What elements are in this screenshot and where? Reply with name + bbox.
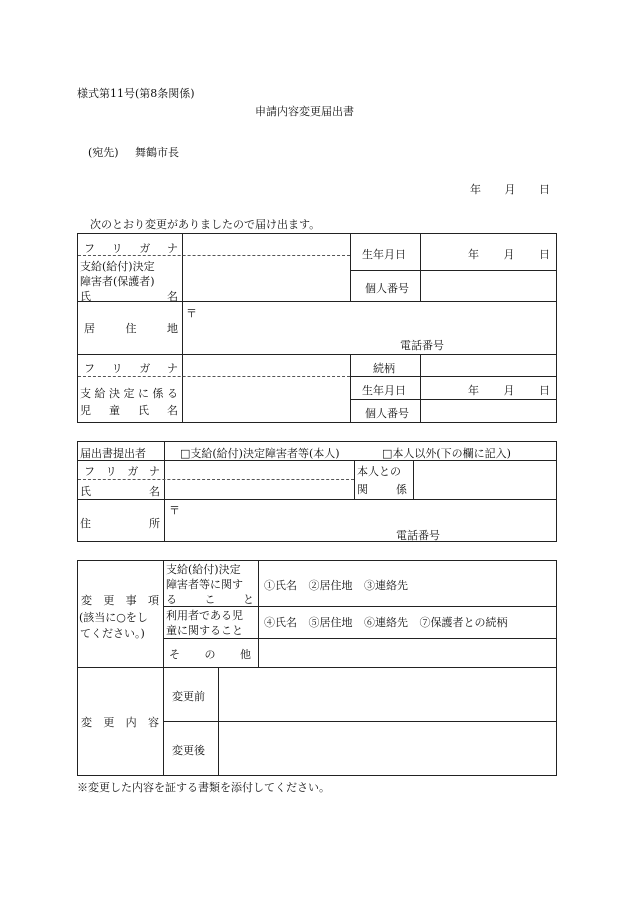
recipient-category-line2: 障害者等に関す [166, 578, 243, 591]
child-personal-number-label: 個人番号 [365, 407, 409, 420]
submitter-address-label: 住 所 [80, 517, 160, 530]
addressee-label: (宛先) [88, 146, 119, 159]
phone-label: 電話番号 [400, 339, 444, 352]
relationship-field[interactable] [421, 355, 556, 376]
change-items-label-line1: 変 更 事 項 [81, 594, 159, 607]
submission-date[interactable]: 年 月 日 [470, 183, 550, 196]
submitter-furigana-label: フ リ ガ ナ [84, 465, 160, 478]
residence-label: 居 住 地 [84, 322, 178, 335]
recipient-name-label: 氏 名 [80, 290, 178, 303]
after-field[interactable] [219, 722, 556, 775]
child-change-options[interactable]: ④氏名 ⑤居住地 ⑥連絡先 ⑦保護者との続柄 [264, 616, 508, 629]
child-birthdate-field[interactable]: 年 月 日 [468, 384, 550, 397]
submitter-address-field[interactable] [165, 500, 556, 541]
child-furigana-field[interactable] [183, 355, 349, 376]
recipient-name-field[interactable] [183, 256, 349, 300]
child-label-line1: 支 給 決 定 に 係 る [80, 387, 178, 400]
after-label: 変更後 [172, 744, 205, 757]
other-label: そ の 他 [169, 648, 251, 661]
submitter-furigana-field[interactable] [165, 461, 354, 479]
recipient-label-line1: 支給(給付)決定 [80, 260, 155, 273]
form-number: 様式第11号(第8条関係) [77, 87, 195, 100]
postal-mark: 〒 [186, 307, 197, 320]
before-field[interactable] [219, 668, 556, 721]
submitter-name-field[interactable] [165, 480, 354, 499]
change-items-label-line2: (該当に○をし [79, 611, 148, 624]
relation-label-line2: 関 係 [357, 483, 407, 496]
addressee: 舞鶴市長 [135, 146, 179, 159]
footer-note: ※変更した内容を証する書類を添付してください。 [77, 781, 330, 794]
option-self-checkbox[interactable]: □支給(給付)決定障害者等(本人) [180, 447, 340, 460]
recipient-furigana-label: フ リ ガ ナ [84, 242, 178, 255]
relationship-label: 続柄 [373, 362, 395, 375]
intro-text: 次のとおり変更がありましたので届け出ます。 [90, 218, 321, 231]
child-name-field[interactable] [183, 377, 349, 422]
recipient-category-line1: 支給(給付)決定 [166, 563, 241, 576]
change-items-label-line3: てください。) [80, 627, 145, 640]
recipient-category-line3: る こ と [166, 593, 254, 606]
child-furigana-label: フ リ ガ ナ [84, 362, 178, 375]
recipient-furigana-field[interactable] [183, 234, 349, 255]
form-title: 申請内容変更届出書 [255, 105, 354, 118]
personal-number-field[interactable] [421, 271, 556, 301]
other-field[interactable] [259, 639, 556, 667]
submitter-postal-mark: 〒 [169, 504, 180, 517]
submitter-name-label: 氏 名 [80, 485, 160, 498]
before-label: 変更前 [172, 690, 205, 703]
child-personal-number-field[interactable] [421, 400, 556, 422]
relation-field[interactable] [414, 461, 556, 499]
residence-field[interactable] [183, 302, 556, 354]
option-other-checkbox[interactable]: □本人以外(下の欄に記入) [382, 447, 511, 460]
submitter-phone-label: 電話番号 [396, 529, 440, 542]
submitter-label: 届出書提出者 [80, 447, 146, 460]
relation-label-line1: 本人との [357, 465, 401, 478]
birthdate-field[interactable]: 年 月 日 [468, 248, 550, 261]
child-name-label: 児 童 氏 名 [80, 404, 178, 417]
personal-number-label: 個人番号 [365, 282, 409, 295]
recipient-label-line2: 障害者(保護者) [80, 275, 155, 288]
child-category-line2: 童に関すること [166, 624, 243, 637]
change-content-label: 変 更 内 容 [81, 716, 159, 729]
recipient-change-options[interactable]: ①氏名 ②居住地 ③連絡先 [264, 579, 408, 592]
child-category-line1: 利用者である児 [166, 609, 243, 622]
birthdate-label: 生年月日 [362, 248, 406, 261]
child-birthdate-label: 生年月日 [362, 384, 406, 397]
